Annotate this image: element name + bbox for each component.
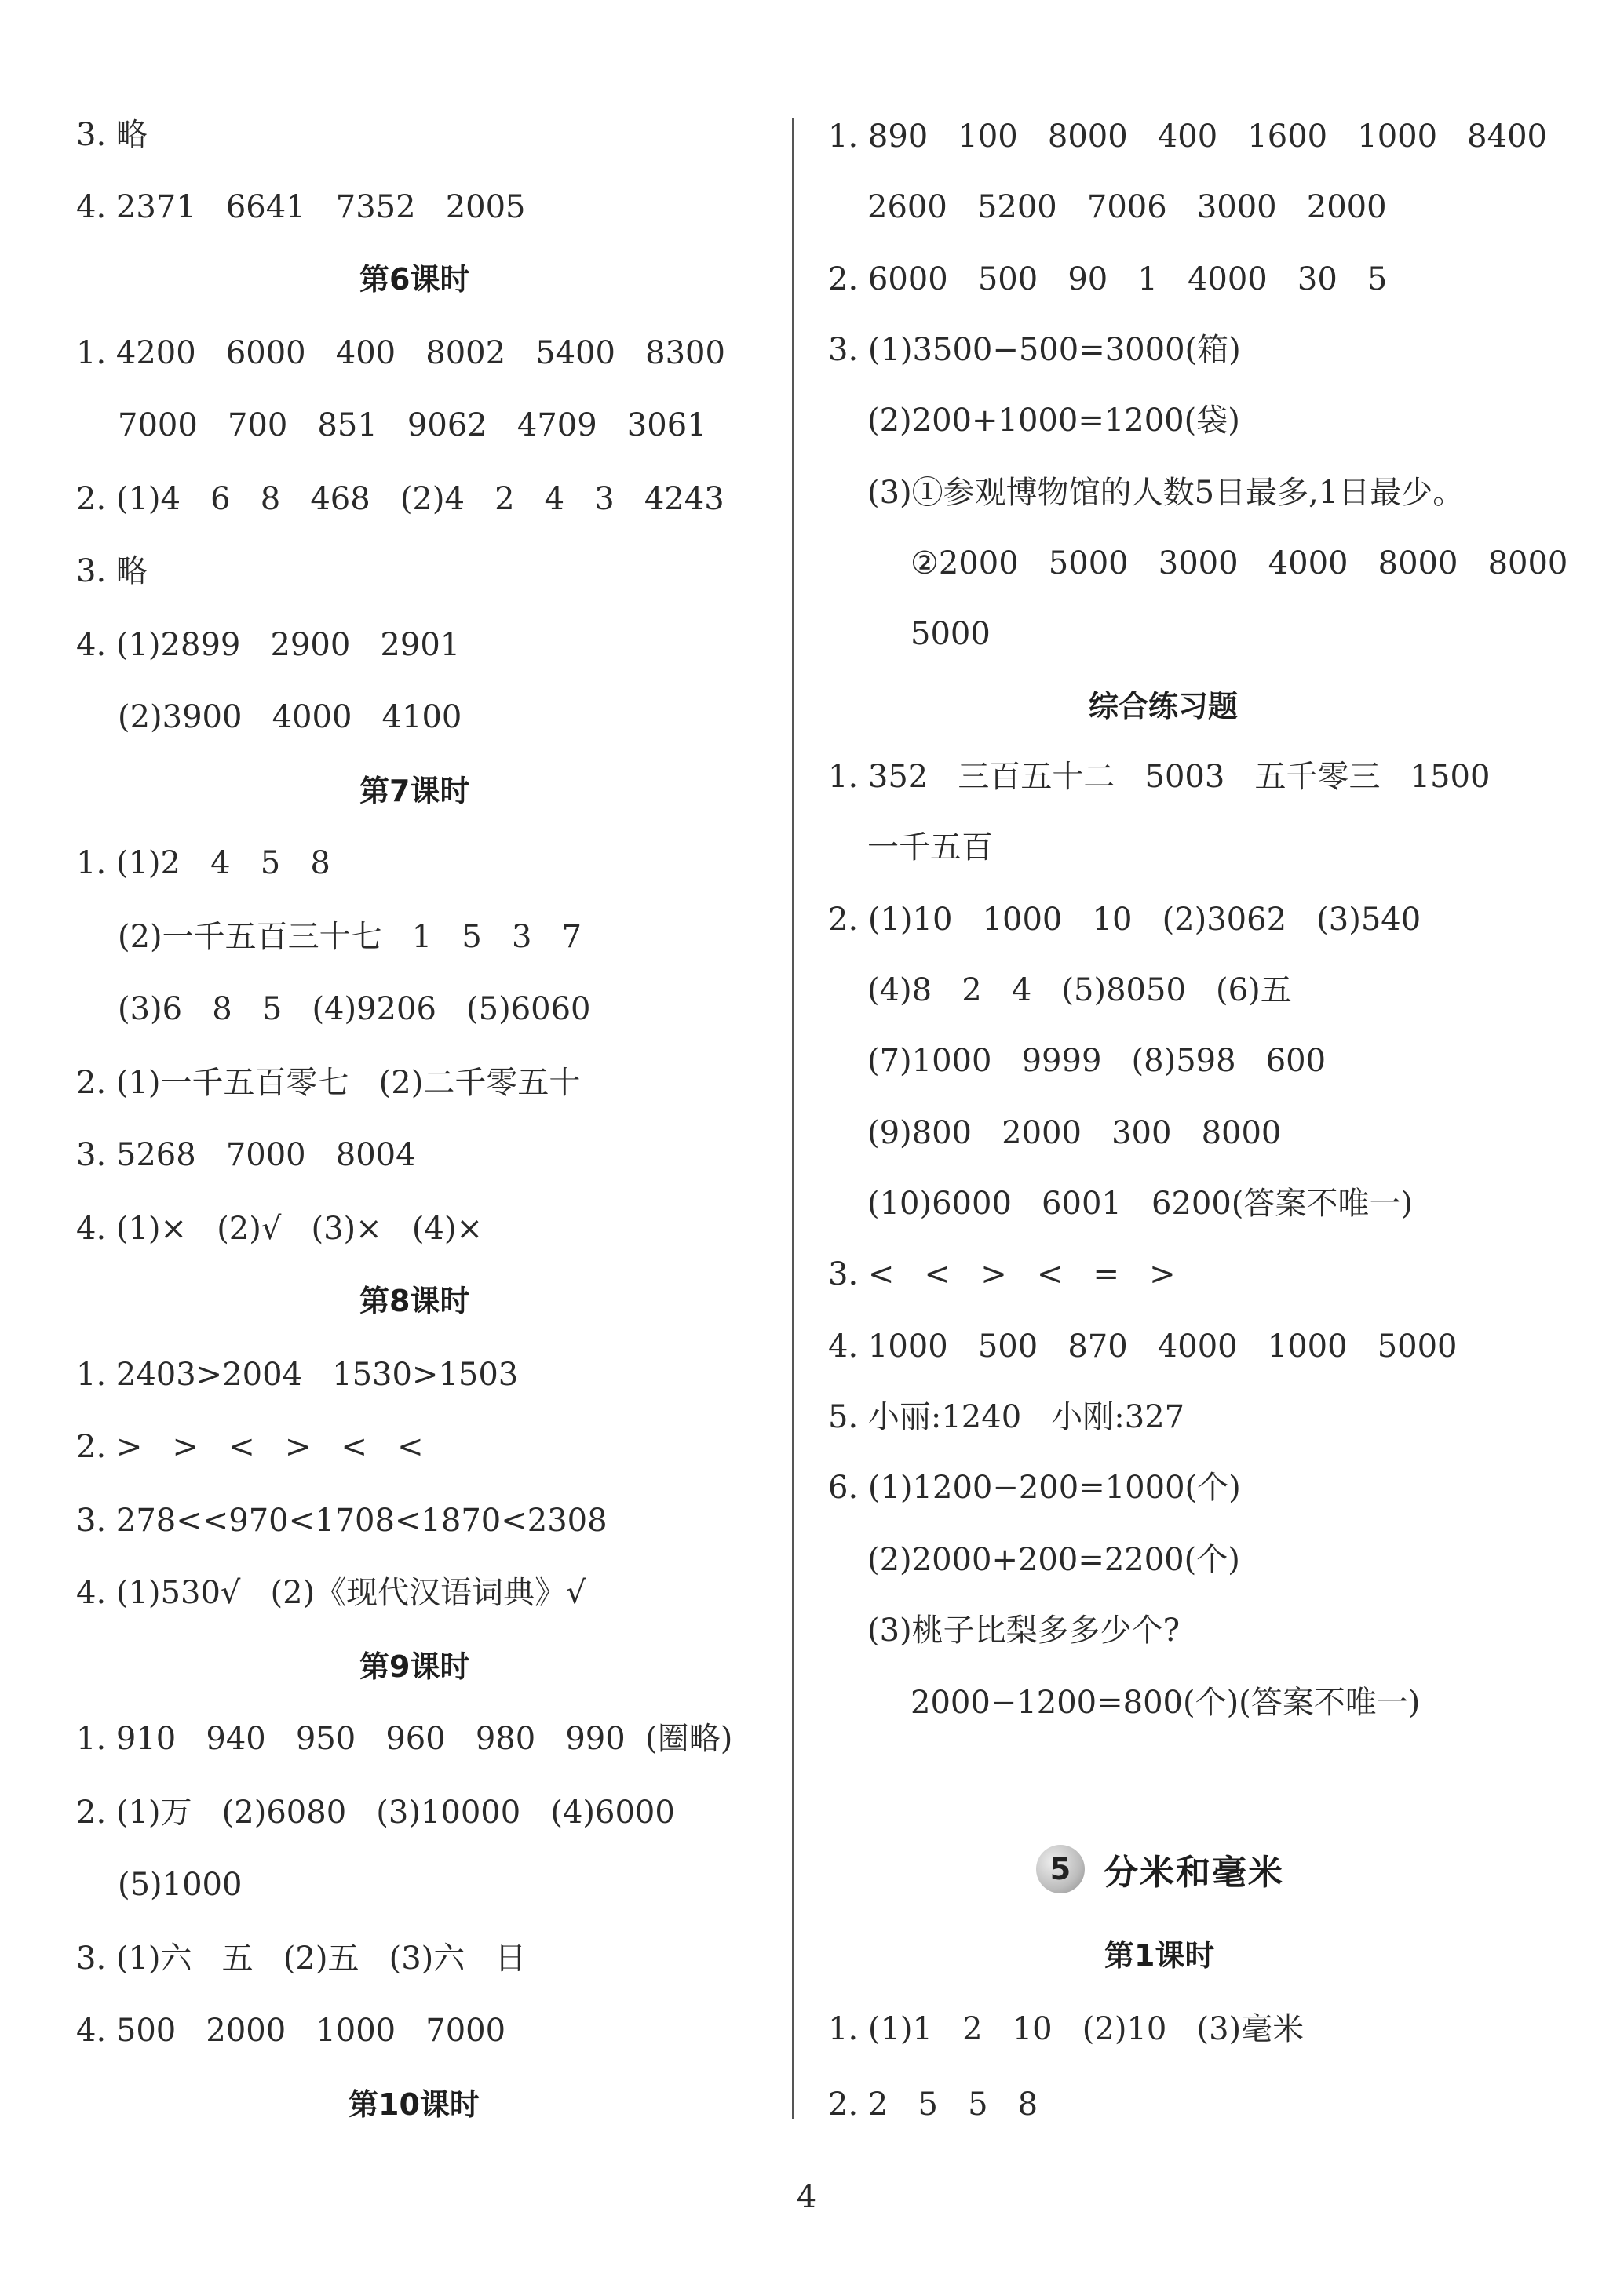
answer-line: (3)6 8 5 (4)9206 (5)6060 bbox=[118, 991, 591, 1027]
lesson-heading: 第9课时 bbox=[359, 1649, 470, 1684]
answer-line: (2)200+1000=1200(袋) bbox=[867, 403, 1240, 439]
answer-line: (4)8 2 4 (5)8050 (6)五 bbox=[867, 972, 1292, 1008]
answer-line: (5)1000 bbox=[118, 1867, 243, 1903]
answer-line: 2. 2 5 5 8 bbox=[828, 2086, 1038, 2123]
answer-line: ②2000 5000 3000 4000 8000 8000 bbox=[911, 545, 1568, 581]
page-number: 4 bbox=[796, 2179, 817, 2215]
lesson-heading: 第8课时 bbox=[359, 1284, 470, 1318]
answer-line: (2)3900 4000 4100 bbox=[118, 699, 462, 735]
answer-line: 2. (1)10 1000 10 (2)3062 (3)540 bbox=[828, 902, 1421, 938]
answer-line: (7)1000 9999 (8)598 600 bbox=[867, 1043, 1327, 1079]
answer-line: (3)桃子比梨多多少个? bbox=[867, 1613, 1181, 1649]
answer-line: 1. (1)2 4 5 8 bbox=[76, 845, 330, 881]
answer-line: 7000 700 851 9062 4709 3061 bbox=[118, 407, 707, 443]
answer-line: 4. 2371 6641 7352 2005 bbox=[76, 189, 526, 225]
answer-line: 4. (1)× (2)√ (3)× (4)× bbox=[76, 1211, 483, 1247]
answer-line: 4. 500 2000 1000 7000 bbox=[76, 2013, 506, 2049]
answer-line: 1. 352 三百五十二 5003 五千零三 1500 bbox=[828, 759, 1491, 795]
answer-line: 5000 bbox=[911, 616, 991, 652]
answer-line: 2. 6000 500 90 1 4000 30 5 bbox=[828, 261, 1388, 297]
answer-line: 2. (1)4 6 8 468 (2)4 2 4 3 4243 bbox=[76, 481, 724, 517]
answer-line: 3. 略 bbox=[76, 117, 148, 153]
answer-line: 1. (1)1 2 10 (2)10 (3)毫米 bbox=[828, 2011, 1305, 2047]
answer-line: 2000−1200=800(个)(答案不唯一) bbox=[911, 1685, 1421, 1721]
answer-line: 2. (1)一千五百零七 (2)二千零五十 bbox=[76, 1065, 581, 1101]
lesson-heading: 第1课时 bbox=[1104, 1938, 1215, 1973]
answer-line: 4. 1000 500 870 4000 1000 5000 bbox=[828, 1328, 1458, 1365]
answer-line: 3. 278<<970<1708<1870<2308 bbox=[76, 1503, 608, 1539]
lesson-heading: 第6课时 bbox=[359, 262, 470, 297]
answer-line: (9)800 2000 300 8000 bbox=[867, 1115, 1282, 1151]
answer-line: 3. 5268 7000 8004 bbox=[76, 1137, 416, 1173]
section-heading: 综合练习题 bbox=[1089, 689, 1239, 723]
answer-line: 2. (1)万 (2)6080 (3)10000 (4)6000 bbox=[76, 1795, 675, 1831]
answer-line: 一千五百 bbox=[867, 829, 993, 866]
lesson-heading: 第7课时 bbox=[359, 774, 470, 808]
lesson-heading: 第10课时 bbox=[349, 2087, 480, 2122]
answer-line: 3. (1)六 五 (2)五 (3)六 日 bbox=[76, 1941, 527, 1977]
answer-line: 6. (1)1200−200=1000(个) bbox=[828, 1470, 1241, 1506]
column-divider bbox=[792, 118, 794, 2119]
answer-line: 4. (1)2899 2900 2901 bbox=[76, 627, 461, 663]
answer-line: (3)①参观博物馆的人数5日最多,1日最少。 bbox=[867, 475, 1465, 511]
unit-title bbox=[1036, 1844, 1284, 1894]
answer-line: 5. 小丽:1240 小刚:327 bbox=[828, 1399, 1185, 1435]
answer-line: 1. 890 100 8000 400 1600 1000 8400 bbox=[828, 118, 1547, 155]
unit-title-text: 分米和毫米 bbox=[1104, 1853, 1284, 1893]
answer-line: 1. 910 940 950 960 980 990 (圈略) bbox=[76, 1721, 733, 1757]
answer-line: (10)6000 6001 6200(答案不唯一) bbox=[867, 1186, 1413, 1222]
answer-line: 2600 5200 7006 3000 2000 bbox=[867, 189, 1387, 225]
answer-line: 4. (1)530√ (2)《现代汉语词典》√ bbox=[76, 1575, 586, 1611]
answer-line: 3. (1)3500−500=3000(箱) bbox=[828, 332, 1241, 368]
answer-line: (2)2000+200=2200(个) bbox=[867, 1542, 1240, 1578]
answer-line: 1. 2403>2004 1530>1503 bbox=[76, 1357, 519, 1393]
answer-line: 1. 4200 6000 400 8002 5400 8300 bbox=[76, 335, 725, 371]
answer-line: 3. 略 bbox=[76, 553, 148, 589]
answer-line: 2. > > < > < < bbox=[76, 1429, 424, 1465]
answer-line: 3. < < > < = > bbox=[828, 1256, 1176, 1292]
answer-line: (2)一千五百三十七 1 5 3 7 bbox=[118, 919, 582, 955]
unit-number-badge: 5 bbox=[1036, 1845, 1085, 1893]
